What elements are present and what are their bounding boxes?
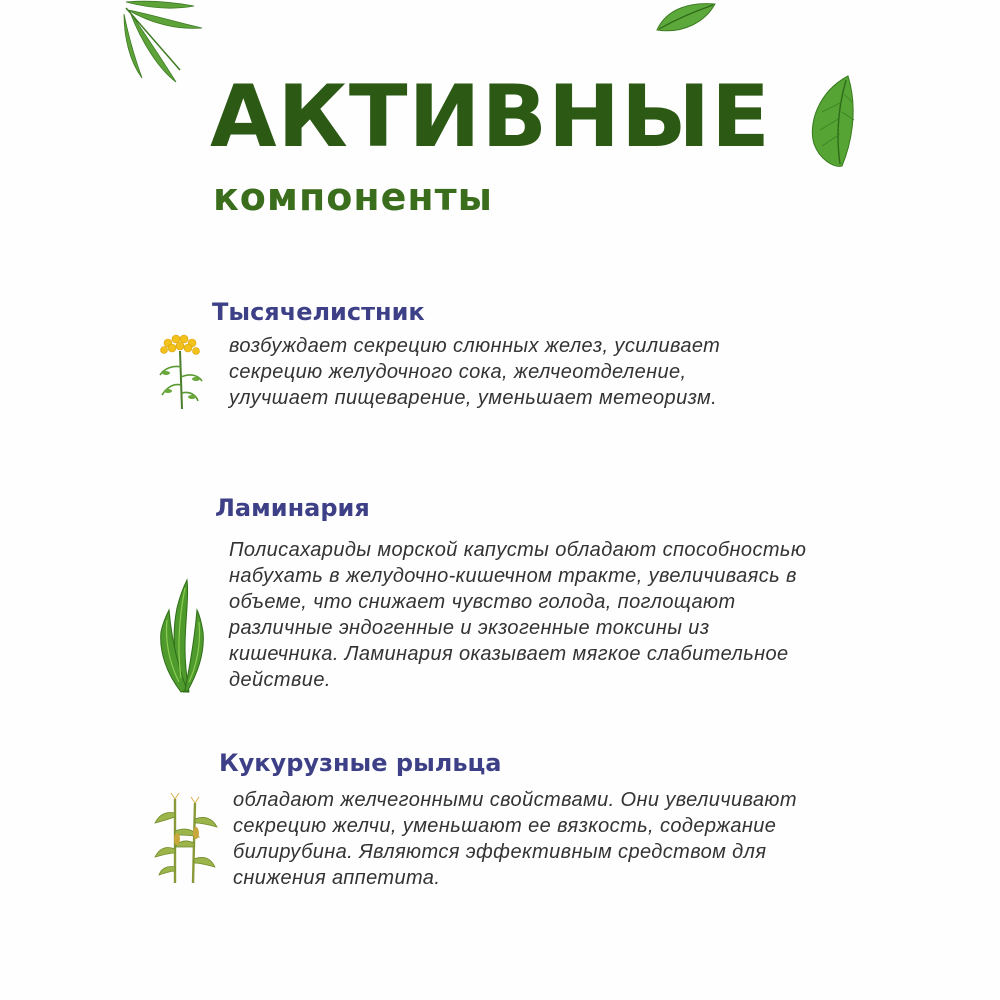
small-leaf-decoration-icon xyxy=(655,0,717,34)
page-subtitle: компоненты xyxy=(213,175,493,219)
page-title: АКТИВНЫЕ xyxy=(210,67,771,167)
section-title-kelp: Ламинария xyxy=(215,494,370,522)
hemp-leaf-decoration-icon xyxy=(120,0,220,90)
corn-plant-icon xyxy=(153,793,219,885)
section-text-corn-silk: обладают желчегонными свойствами. Они увеличивают секрецию желчи, уменьшают ее вязкость, содержание билирубина. Являются эффективным средством для снижения аппетита. xyxy=(233,789,797,889)
section-text-yarrow: возбуждает секрецию слюнных желез, усиливает секрецию желудочного сока, желчеотделение, улучшает пищеварение, уменьшает метеоризм. xyxy=(229,335,721,409)
leaf-decoration-icon xyxy=(808,72,858,170)
section-text-kelp: Полисахариды морской капусты обладают способностью набухать в желудочно-кишечном тракте, увеличиваясь в объеме, что снижает чувство голода, поглощают различные эндогенные и экзогенные токсины из кишечника. Ламинария оказывает мягкое слабительное действие. xyxy=(229,539,807,691)
yarrow-icon xyxy=(154,333,206,411)
section-title-corn-silk: Кукурузные рыльца xyxy=(219,749,502,777)
section-title-yarrow: Тысячелистник xyxy=(212,298,425,326)
kelp-icon xyxy=(155,578,210,694)
